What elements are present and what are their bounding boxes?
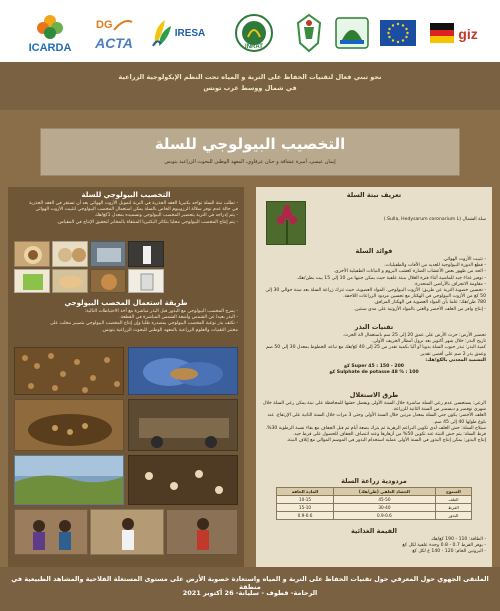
giz-logo-text: giz [458,26,478,42]
field-landscape-photo [14,455,124,505]
acta-logo [88,10,140,56]
lab-photo-2 [52,241,88,267]
biofertilization-line: - تطلب نبتة السلة تواجد بكتيريا العقد الجذرية في التربة لتمويل الأزوت الهوائي بعد أن تستقر في العقد الجذرية [29,201,238,206]
yield-title: مردودية زراعة السلة [341,477,407,485]
seeds-photo [14,347,124,395]
sulla-flower-photo [266,201,306,245]
plant-name: سلة الشمال (Sulla, Hedysarum coronarium L.) [383,217,486,222]
benefits-title: فوائد السلة [355,247,393,255]
project-subtitle-line1: نحو تبني فعال لتقنيات الحفاظ على التربة و المياه تحت النظم الإيكولوجية الزراعية [118,73,382,81]
exploitation-item: إنتاج البذور: يمكن إنتاج البذور في السنة الأولى عملية استخدام البذور في الموسم الموالي مع إتلاف النبتة. [286,438,486,444]
giz-logo [424,10,484,56]
farmers-photo-3 [166,509,238,555]
yield-cell: 0.9-0.6 [334,512,436,520]
exploitation-item: الرعي: يستحسن عدم رعي السلة مباشرة خلال السنة الأولى ويفضل حشها للمحافظة على نبتة يمكن رعي السلة خلال شهري نوفمبر و ديسمبر من السنة الثانية للزراعة. [262,401,486,413]
table-row [277,504,472,512]
usage-method-title: طريقة استعمال المخصب البيولوجي [64,299,188,307]
acta-swoosh-icon [94,16,134,34]
benefit-item: - مقاومة الانجراف بالأراضي المنحدرة. [413,281,486,287]
lab-photo-5 [14,269,50,293]
project-subtitle-band [0,62,500,110]
poster-authors: إيمان عيسى، أميرة عشاقة و حنان عرفاوي، المعهد الوطني للبحوث الزراعية بتونس [164,159,336,165]
nodules-photo [128,455,238,505]
yield-cell: 0.9-0.6 [277,512,334,520]
table-row [277,496,472,504]
sowing-item: تحضير الأرض: حرث الأرض على عمق 20 إلى 25 صم باستعمال الة الحرث. [342,333,486,338]
sowing-item: تاريخ البذر: خلال شهر أكتوبر بعد نزول أمطار الخريف الأولى. [371,339,486,345]
german-flag-icon [430,23,454,43]
inrat-logo [228,10,280,56]
eu-flag-icon [380,20,416,46]
icarda-logo [22,10,78,56]
nutrition-item: - الطاقة: 110 - 190 كغ/هك [431,537,486,542]
logo-bar [0,0,500,62]
sowing-item: Super 45 : 150 - 200 كغ [344,364,404,370]
sowing-item: Sulphate de potasse 48 % : 100 كغ [329,370,419,376]
eu-logo [378,10,418,56]
left-column [8,187,244,607]
yield-cell: 10-15 [277,496,334,504]
acta-logo-text: ACTA [95,35,133,51]
yield-cell: البذور [435,512,471,520]
usage-method-line: مختبر التقنيات والعلوم الزراعية بالمعهد الوطني للبحوث الزراعية بتونس. [101,327,238,333]
lab-photo-6 [52,269,88,293]
farmers-photo-2 [90,509,164,555]
right-column [256,187,492,607]
benefit-item: - تثبيت الأزوت الهوائي. [442,257,486,262]
exploitation-title: طرق الاستغلال [349,391,399,399]
nutrition-item: - يوفر القرط 0.7 - 0.8 وحدة علفية لكل كغ [402,543,486,549]
benefit-item: - إنتاج وافر من العلف الأخضر والغني بالمواد الأزوتية على مدى سنتين. [353,306,486,312]
footer-line2: الرحامة- قطوف - سليانة- 26 أكتوبر 2021 [182,589,318,597]
usage-method-line: - يمزج المخصب البيولوجي مع البذور قبل البذر مباشرة مع أخذ الاحتياطات التالية: [84,309,238,314]
sowing-item: التسميد المعدني بالكغ/هك: [425,357,486,363]
yield-table-header-row [277,488,472,496]
sowing-title: تقنيات البذر [354,323,394,331]
biofertilization-text [14,201,238,226]
seed-mixing-photo [14,399,124,451]
svg-text:INRAT: INRAT [245,44,263,50]
svg-text:DG: DG [96,19,113,31]
gloved-hands-photo [128,347,238,395]
exploitation-item: سيلاج السلة: حش العلف لدى تكوين البراعم الزهرية ثم يترك بضعة أيام ثم قبل الجفاف مع بقاء نسبة الرطوبة 30%. [265,425,486,431]
biofertilization-line: - يتم إنتاج المخصب البيولوجي محليا بتكاثر البكتيريا المنتقاة بالمخابر لتحقيق الإنتاج في المقياس. [56,219,238,225]
exploitation-list [262,401,486,444]
yield-header-cell: الحصاد العلفي (طن/هك) [334,488,436,496]
usage-method-line: - البذر بعيدا عن الشمس وأشعة الشمس المباشرة في القطعة. [119,315,238,321]
iresa-logo [146,10,210,56]
yield-cell: العلف [435,496,471,504]
ogaf-logo [334,10,370,56]
yield-table [276,487,472,520]
farmers-photo-1 [14,509,88,555]
yield-cell: القرط [435,504,471,512]
icarda-logo-text: ICARDA [28,41,72,54]
sowing-item: كمية البذر: تبذر حبوب السلة بدويا أو آليا بكمية تقدر من 25 إلى 40 كغ/هك مع تباعد الخطوط بمعدل 30 إلى 50 صم وعمق بذر 2 صم على أقصى تقدير. [265,345,486,357]
icarda-flower-icon [35,13,65,41]
ministry-emblem-icon [296,13,322,53]
lab-photo-1 [14,241,50,267]
benefit-item: - الحد من ظهور بعض الأعشاب الضارة كعشب البروم و النباتات الطفيلية الأخرى. [333,269,486,275]
plant-definition-title: تعريف نبتة السلة [346,191,402,199]
sowing-list [262,333,486,376]
lab-photo-8 [128,269,164,293]
iresa-leaf-icon [151,18,173,48]
biofertilization-title: التخصيب البيولوجي للسلة [81,191,171,199]
sowing-machine-photo [128,399,238,451]
nutrition-item: - البروتين الخام: 120 - 140 غ لكل كغ [412,549,486,555]
footer-band [0,567,500,611]
lab-photo-4 [128,241,164,267]
yield-cell: 30-40 [334,504,436,512]
biofertilization-line: في حالة عدم توفر سلالة الرزوبيوم الخاص بالسلة يمكن استعمال المخصب البيولوجي لتثبيت الأزوت الهوائي [35,207,238,213]
ogaf-emblem-icon [334,14,370,52]
usage-method-text [14,309,238,334]
lab-photo-3 [90,241,126,267]
yield-header-cell: المادة الجافة [277,488,334,496]
iresa-logo-text: IRESA [174,28,206,39]
inrat-seal-icon [234,13,274,53]
yield-header-cell: المنتوج [435,488,471,496]
yield-cell: 45-50 [334,496,436,504]
nutrition-list [262,537,486,556]
footer-line1: الملتقى الجهوي حول المعرفي حول تقنيات الحفاظ على التربة و المياه واستعادة خصوبة الأرض على مستوى المستغلة الفلاحية والمشاهد الطبيعية في منطقة [11,575,489,591]
lab-photo-7 [90,269,126,293]
yield-cell: 15-10 [277,504,334,512]
poster-title-box [40,128,460,176]
benefit-item: - توفير غذاء جيد للماشية أثناء فترة الغلال بنبتة علفية حيث يمكن جنيها من 10 إلى 15 بيت بطن/هك. [296,275,486,281]
exploitation-item: العلف الأخضر: يكون جني السلة بمعدل مرتين خلال السنة الأولى وحتى 3 مرات خلال السنة الثانية على الإرتفاع. عند بلوغ طولها 40 إلى 45 صم. [267,413,486,425]
benefit-item: 780 طن/هك؛ علما بأن المواد العضوية في الهكتار المرافق. [373,300,486,306]
benefits-list [262,257,486,313]
nutrition-title: القيمة الغذائية [351,527,397,535]
project-subtitle-line2: في شمال ووسط غرب تونس [203,84,297,92]
biofertilization-line: - يتم إدراجه في التربة بتحضير المخصب البيولوجي وتسميده بمعدل 1كغ/هك [95,213,238,219]
benefit-item: - تحسين خصوبة التربة عن طريق: الأزوت البيولوجي، المواد العضوية، حيث تترك زراعة السلة بعد سنة حوالي 30 إلى 50 كغ من الأزوت البيولوجي في الهكتار مع تحسين مردود الزراعات اللاحقة. [265,288,486,300]
usage-method-line: - تكثف بذر نوعية المخصب البيولوجي بمصدره طلبا وإن إنتاج المخصب البيولوجي بتصبير مخلب على [50,321,238,327]
poster-title: التخصيب البيولوجي للسلة [154,135,346,153]
poster [0,62,500,611]
table-row [277,512,472,520]
exploitation-item: قرط السلة: يتم حش النبتة عند تكوين 50% من أزهارها وعند انتصاف الجفاف للحصول على قرط جيد. [292,432,486,438]
benefit-item: - قطع الدورة البيولوجية للعديد من الآفات والطفيليات. [384,263,486,269]
ministry-logo [294,10,324,56]
